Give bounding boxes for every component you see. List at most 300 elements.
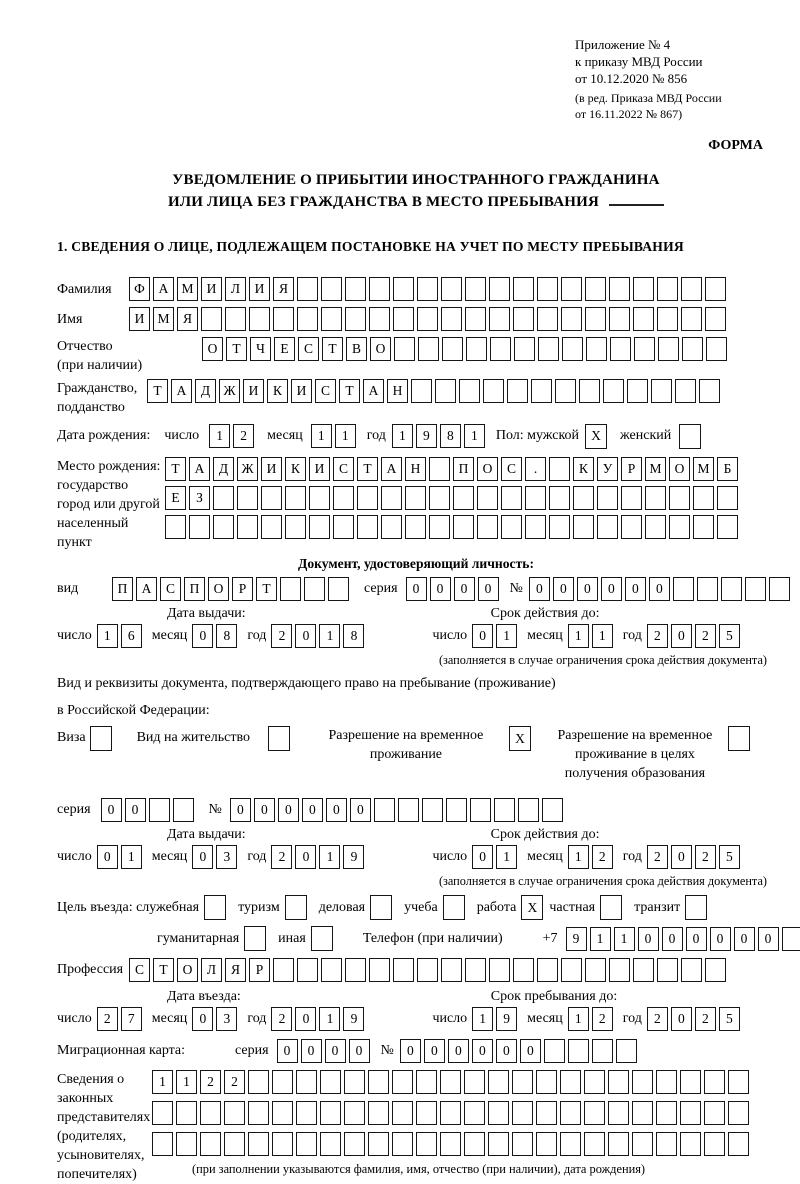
char-cell[interactable] [422,798,443,822]
char-cell[interactable] [536,1101,557,1125]
char-cell[interactable] [717,515,738,539]
char-cell[interactable] [555,379,576,403]
char-cell[interactable] [416,1070,437,1094]
char-cell[interactable] [435,379,456,403]
char-cell[interactable]: 0 [125,798,146,822]
char-cell[interactable] [537,958,558,982]
char-cell[interactable]: 1 [319,1007,340,1031]
char-cell[interactable]: С [298,337,319,361]
char-cell[interactable]: 0 [295,624,316,648]
char-cell[interactable]: 0 [400,1039,421,1063]
char-cell[interactable] [656,1070,677,1094]
char-cell[interactable]: 0 [496,1039,517,1063]
char-cell[interactable] [368,1070,389,1094]
char-cell[interactable] [507,379,528,403]
char-cell[interactable]: 5 [719,624,740,648]
char-cell[interactable]: О [669,457,690,481]
char-cell[interactable]: 2 [200,1070,221,1094]
char-cell[interactable] [249,307,270,331]
char-cell[interactable] [333,486,354,510]
char-cell[interactable]: Т [357,457,378,481]
char-cell[interactable] [369,307,390,331]
char-cell[interactable] [483,379,504,403]
char-cell[interactable] [513,958,534,982]
char-cell[interactable]: И [201,277,222,301]
char-cell[interactable]: 1 [209,424,230,448]
char-cell[interactable]: 0 [278,798,299,822]
char-cell[interactable] [669,486,690,510]
char-cell[interactable]: М [177,277,198,301]
work-checkbox[interactable]: X [521,895,543,920]
char-cell[interactable]: Я [177,307,198,331]
char-cell[interactable] [417,958,438,982]
char-cell[interactable] [728,1070,749,1094]
char-cell[interactable] [321,277,342,301]
char-cell[interactable] [368,1101,389,1125]
char-cell[interactable] [494,798,515,822]
temp-permit-checkbox[interactable]: X [509,726,531,751]
char-cell[interactable]: С [501,457,522,481]
char-cell[interactable]: Б [717,457,738,481]
char-cell[interactable] [152,1101,173,1125]
char-cell[interactable] [609,307,630,331]
char-cell[interactable] [477,515,498,539]
char-cell[interactable]: 1 [592,624,613,648]
char-cell[interactable] [405,486,426,510]
char-cell[interactable]: О [477,457,498,481]
char-cell[interactable]: 1 [392,424,413,448]
char-cell[interactable] [693,515,714,539]
char-cell[interactable] [280,577,301,601]
char-cell[interactable] [440,1101,461,1125]
char-cell[interactable]: 0 [349,1039,370,1063]
char-cell[interactable] [584,1132,605,1156]
char-cell[interactable] [513,307,534,331]
char-cell[interactable] [296,1132,317,1156]
char-cell[interactable]: 1 [319,845,340,869]
char-cell[interactable]: 0 [671,624,692,648]
char-cell[interactable]: Я [225,958,246,982]
char-cell[interactable] [201,307,222,331]
char-cell[interactable] [680,1132,701,1156]
char-cell[interactable] [464,1101,485,1125]
char-cell[interactable]: К [267,379,288,403]
char-cell[interactable] [584,1070,605,1094]
char-cell[interactable] [634,337,655,361]
char-cell[interactable] [465,277,486,301]
char-cell[interactable] [453,515,474,539]
char-cell[interactable] [489,277,510,301]
char-cell[interactable] [381,486,402,510]
char-cell[interactable]: П [453,457,474,481]
char-cell[interactable]: 1 [319,624,340,648]
char-cell[interactable]: 2 [647,624,668,648]
char-cell[interactable] [549,457,570,481]
char-cell[interactable]: 2 [647,845,668,869]
char-cell[interactable]: 9 [343,1007,364,1031]
char-cell[interactable] [675,379,696,403]
char-cell[interactable] [248,1132,269,1156]
char-cell[interactable] [616,1039,637,1063]
char-cell[interactable]: 0 [454,577,475,601]
char-cell[interactable] [489,958,510,982]
char-cell[interactable]: 2 [271,845,292,869]
char-cell[interactable]: Н [405,457,426,481]
char-cell[interactable]: А [381,457,402,481]
char-cell[interactable] [560,1132,581,1156]
char-cell[interactable] [592,1039,613,1063]
char-cell[interactable]: О [370,337,391,361]
char-cell[interactable] [393,307,414,331]
char-cell[interactable]: Т [226,337,247,361]
study-checkbox[interactable] [443,895,465,920]
char-cell[interactable]: П [112,577,133,601]
char-cell[interactable] [392,1132,413,1156]
char-cell[interactable] [441,277,462,301]
char-cell[interactable] [272,1132,293,1156]
char-cell[interactable] [705,958,726,982]
char-cell[interactable] [417,307,438,331]
char-cell[interactable]: 1 [121,845,142,869]
char-cell[interactable] [573,486,594,510]
char-cell[interactable] [466,337,487,361]
char-cell[interactable]: 0 [325,1039,346,1063]
other-checkbox[interactable] [311,926,333,951]
char-cell[interactable] [225,307,246,331]
char-cell[interactable]: 0 [230,798,251,822]
char-cell[interactable]: . [525,457,546,481]
char-cell[interactable]: 1 [614,927,635,951]
char-cell[interactable] [681,307,702,331]
char-cell[interactable] [673,577,694,601]
char-cell[interactable]: 0 [638,927,659,951]
char-cell[interactable] [573,515,594,539]
char-cell[interactable]: 0 [277,1039,298,1063]
char-cell[interactable]: 3 [216,1007,237,1031]
char-cell[interactable] [309,486,330,510]
char-cell[interactable] [512,1132,533,1156]
char-cell[interactable]: 0 [430,577,451,601]
char-cell[interactable]: И [129,307,150,331]
char-cell[interactable]: С [333,457,354,481]
char-cell[interactable] [680,1070,701,1094]
char-cell[interactable] [512,1101,533,1125]
char-cell[interactable]: М [153,307,174,331]
char-cell[interactable] [704,1070,725,1094]
char-cell[interactable]: Т [153,958,174,982]
char-cell[interactable]: 8 [343,624,364,648]
char-cell[interactable]: Т [256,577,277,601]
char-cell[interactable] [344,1132,365,1156]
char-cell[interactable]: О [177,958,198,982]
char-cell[interactable] [273,958,294,982]
char-cell[interactable]: У [597,457,618,481]
char-cell[interactable]: К [573,457,594,481]
char-cell[interactable] [633,958,654,982]
char-cell[interactable] [549,515,570,539]
char-cell[interactable] [560,1101,581,1125]
char-cell[interactable]: А [153,277,174,301]
char-cell[interactable] [706,337,727,361]
char-cell[interactable] [536,1132,557,1156]
char-cell[interactable]: 1 [472,1007,493,1031]
char-cell[interactable]: 0 [671,1007,692,1031]
male-checkbox[interactable]: X [585,424,607,449]
char-cell[interactable] [513,277,534,301]
char-cell[interactable] [651,379,672,403]
char-cell[interactable] [645,486,666,510]
char-cell[interactable]: И [261,457,282,481]
char-cell[interactable] [393,958,414,982]
char-cell[interactable]: 1 [496,845,517,869]
char-cell[interactable] [549,486,570,510]
char-cell[interactable]: 2 [271,624,292,648]
char-cell[interactable] [418,337,439,361]
char-cell[interactable] [296,1101,317,1125]
char-cell[interactable] [657,307,678,331]
char-cell[interactable] [429,457,450,481]
char-cell[interactable]: Т [322,337,343,361]
char-cell[interactable]: С [315,379,336,403]
char-cell[interactable] [693,486,714,510]
char-cell[interactable] [544,1039,565,1063]
char-cell[interactable] [344,1101,365,1125]
char-cell[interactable]: 2 [647,1007,668,1031]
char-cell[interactable] [609,958,630,982]
char-cell[interactable]: 0 [97,845,118,869]
char-cell[interactable]: Ф [129,277,150,301]
char-cell[interactable] [285,486,306,510]
char-cell[interactable] [296,1070,317,1094]
char-cell[interactable] [542,798,563,822]
char-cell[interactable] [224,1132,245,1156]
char-cell[interactable] [405,515,426,539]
char-cell[interactable]: 0 [601,577,622,601]
char-cell[interactable] [417,277,438,301]
char-cell[interactable] [514,337,535,361]
char-cell[interactable] [585,307,606,331]
char-cell[interactable] [608,1101,629,1125]
char-cell[interactable] [261,486,282,510]
tourism-checkbox[interactable] [285,895,307,920]
char-cell[interactable] [586,337,607,361]
char-cell[interactable] [333,515,354,539]
char-cell[interactable] [446,798,467,822]
char-cell[interactable] [441,307,462,331]
char-cell[interactable] [608,1070,629,1094]
char-cell[interactable] [213,515,234,539]
char-cell[interactable] [512,1070,533,1094]
char-cell[interactable] [304,577,325,601]
char-cell[interactable] [152,1132,173,1156]
char-cell[interactable] [297,958,318,982]
char-cell[interactable] [297,277,318,301]
char-cell[interactable]: О [208,577,229,601]
char-cell[interactable] [585,958,606,982]
char-cell[interactable] [782,927,800,951]
char-cell[interactable] [374,798,395,822]
char-cell[interactable] [237,515,258,539]
char-cell[interactable] [248,1101,269,1125]
char-cell[interactable]: И [249,277,270,301]
char-cell[interactable] [705,307,726,331]
char-cell[interactable] [658,337,679,361]
char-cell[interactable] [609,277,630,301]
char-cell[interactable]: 2 [695,845,716,869]
char-cell[interactable]: 2 [271,1007,292,1031]
char-cell[interactable]: 2 [695,1007,716,1031]
char-cell[interactable]: 1 [568,845,589,869]
char-cell[interactable] [657,277,678,301]
char-cell[interactable]: П [184,577,205,601]
char-cell[interactable] [381,515,402,539]
char-cell[interactable]: Н [387,379,408,403]
char-cell[interactable] [699,379,720,403]
char-cell[interactable] [320,1132,341,1156]
char-cell[interactable] [560,1070,581,1094]
residence-permit-checkbox[interactable] [268,726,290,751]
char-cell[interactable] [669,515,690,539]
char-cell[interactable] [442,337,463,361]
char-cell[interactable] [416,1101,437,1125]
char-cell[interactable]: Л [201,958,222,982]
char-cell[interactable] [261,515,282,539]
char-cell[interactable] [429,515,450,539]
char-cell[interactable]: 0 [649,577,670,601]
char-cell[interactable]: Т [339,379,360,403]
char-cell[interactable] [682,337,703,361]
char-cell[interactable]: 7 [121,1007,142,1031]
char-cell[interactable] [656,1132,677,1156]
temp-permit-edu-checkbox[interactable] [728,726,750,751]
char-cell[interactable] [597,515,618,539]
char-cell[interactable]: 1 [464,424,485,448]
char-cell[interactable] [309,515,330,539]
char-cell[interactable]: Р [232,577,253,601]
char-cell[interactable] [721,577,742,601]
char-cell[interactable]: 0 [301,1039,322,1063]
char-cell[interactable] [357,486,378,510]
char-cell[interactable] [621,486,642,510]
char-cell[interactable]: 5 [719,845,740,869]
char-cell[interactable] [465,307,486,331]
char-cell[interactable]: 5 [719,1007,740,1031]
char-cell[interactable] [285,515,306,539]
char-cell[interactable] [562,337,583,361]
char-cell[interactable] [518,798,539,822]
char-cell[interactable] [357,515,378,539]
char-cell[interactable]: 2 [97,1007,118,1031]
char-cell[interactable] [608,1132,629,1156]
char-cell[interactable] [632,1070,653,1094]
char-cell[interactable] [561,958,582,982]
char-cell[interactable]: 0 [424,1039,445,1063]
char-cell[interactable] [488,1132,509,1156]
char-cell[interactable]: 9 [566,927,587,951]
char-cell[interactable] [585,277,606,301]
char-cell[interactable] [272,1070,293,1094]
char-cell[interactable] [501,515,522,539]
char-cell[interactable] [165,515,186,539]
char-cell[interactable] [488,1070,509,1094]
char-cell[interactable]: 0 [671,845,692,869]
char-cell[interactable]: Я [273,277,294,301]
char-cell[interactable] [398,798,419,822]
char-cell[interactable] [344,1070,365,1094]
char-cell[interactable] [328,577,349,601]
char-cell[interactable] [272,1101,293,1125]
char-cell[interactable] [393,277,414,301]
char-cell[interactable]: 0 [734,927,755,951]
char-cell[interactable]: И [291,379,312,403]
char-cell[interactable] [369,277,390,301]
char-cell[interactable]: 0 [478,577,499,601]
char-cell[interactable] [681,958,702,982]
char-cell[interactable] [501,486,522,510]
char-cell[interactable] [176,1132,197,1156]
char-cell[interactable] [441,958,462,982]
char-cell[interactable] [728,1132,749,1156]
char-cell[interactable]: 8 [216,624,237,648]
char-cell[interactable] [579,379,600,403]
char-cell[interactable]: 2 [233,424,254,448]
char-cell[interactable]: 0 [295,1007,316,1031]
char-cell[interactable] [345,307,366,331]
char-cell[interactable]: 0 [577,577,598,601]
char-cell[interactable]: 0 [192,1007,213,1031]
char-cell[interactable]: 0 [472,624,493,648]
transit-checkbox[interactable] [685,895,707,920]
char-cell[interactable] [345,277,366,301]
char-cell[interactable] [632,1101,653,1125]
char-cell[interactable]: 1 [97,624,118,648]
char-cell[interactable] [717,486,738,510]
char-cell[interactable] [745,577,766,601]
business-checkbox[interactable] [370,895,392,920]
char-cell[interactable]: Р [249,958,270,982]
char-cell[interactable] [224,1101,245,1125]
char-cell[interactable]: М [645,457,666,481]
char-cell[interactable] [697,577,718,601]
char-cell[interactable] [149,798,170,822]
char-cell[interactable] [464,1132,485,1156]
char-cell[interactable]: 0 [254,798,275,822]
char-cell[interactable] [297,307,318,331]
char-cell[interactable] [538,337,559,361]
char-cell[interactable]: А [363,379,384,403]
char-cell[interactable]: 1 [496,624,517,648]
char-cell[interactable]: 3 [216,845,237,869]
char-cell[interactable]: 2 [224,1070,245,1094]
char-cell[interactable]: И [243,379,264,403]
char-cell[interactable] [200,1101,221,1125]
char-cell[interactable]: 0 [192,624,213,648]
char-cell[interactable] [392,1070,413,1094]
char-cell[interactable]: 1 [152,1070,173,1094]
char-cell[interactable] [200,1132,221,1156]
char-cell[interactable]: С [160,577,181,601]
char-cell[interactable] [632,1132,653,1156]
char-cell[interactable]: 0 [472,845,493,869]
char-cell[interactable] [440,1132,461,1156]
char-cell[interactable] [627,379,648,403]
char-cell[interactable]: Д [195,379,216,403]
char-cell[interactable] [525,515,546,539]
char-cell[interactable] [488,1101,509,1125]
char-cell[interactable] [477,486,498,510]
char-cell[interactable]: Л [225,277,246,301]
char-cell[interactable]: 0 [472,1039,493,1063]
